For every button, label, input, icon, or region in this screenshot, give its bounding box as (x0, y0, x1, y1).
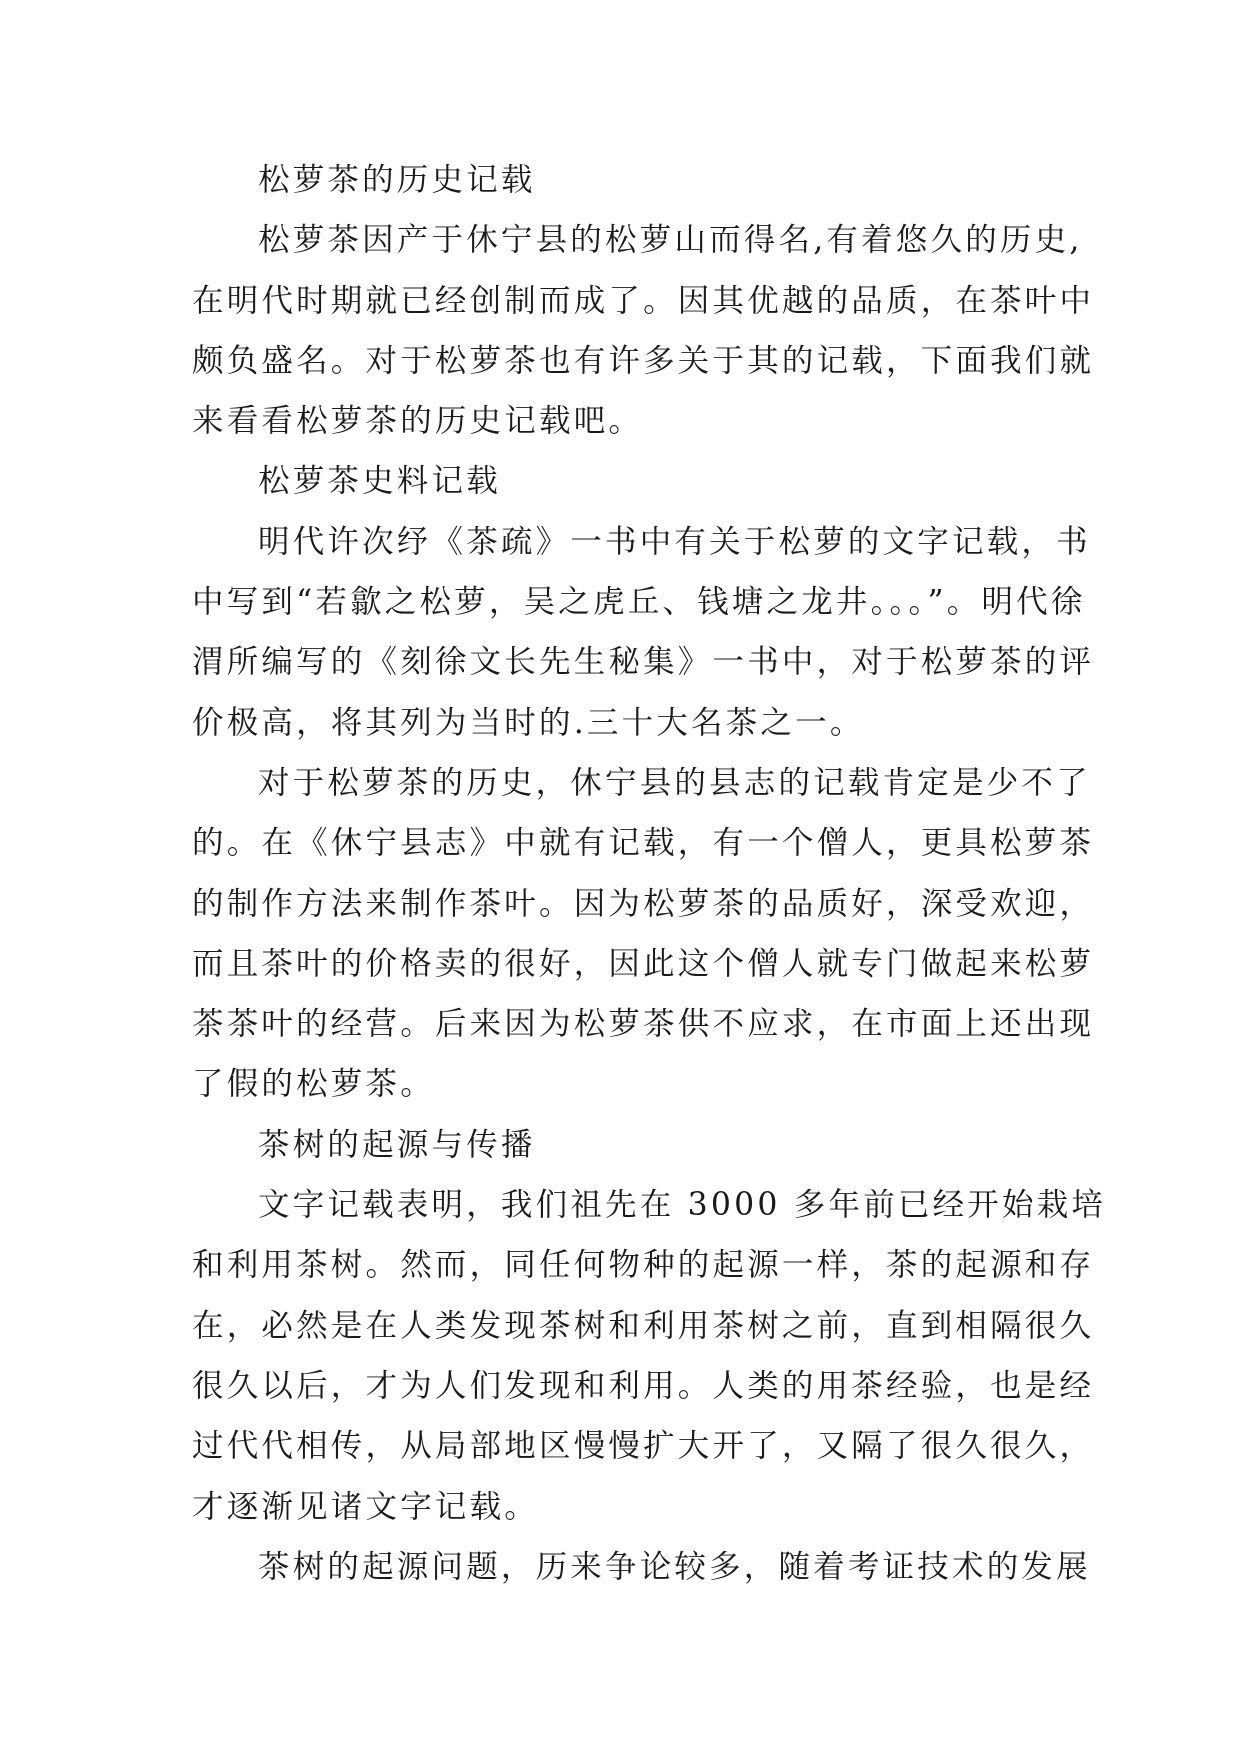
text-line: 明代许次纾《茶疏》一书中有关于松萝的文字记载，书 (258, 523, 1091, 560)
text-line: 颇负盛名。对于松萝茶也有许多关于其的记载，下面我们就 (192, 342, 1095, 379)
text-line: 而且茶叶的价格卖的很好，因此这个僧人就专门做起来松萝 (192, 945, 1095, 982)
text-line: 茶树的起源问题，历来争论较多，随着考证技术的发展 (258, 1548, 1091, 1585)
text-line: 价极高，将其列为当时的.三十大名茶之一。 (192, 704, 865, 741)
text-line: 中写到“若歙之松萝，吴之虎丘、钱塘之龙井。。。”。明代徐 (192, 584, 1086, 621)
text-line: 很久以后，才为人们发现和利用。人类的用茶经验，也是经 (192, 1367, 1095, 1404)
text-line: 才逐渐见诸文字记载。 (192, 1488, 540, 1525)
text-line: 了假的松萝茶。 (192, 1066, 435, 1103)
text-line: 和利用茶树。然而，同任何物种的起源一样，茶的起源和存 (192, 1247, 1095, 1284)
text-line: 松萝茶因产于休宁县的松萝山而得名,有着悠久的历史, (258, 222, 1083, 259)
text-line: 来看看松萝茶的历史记载吧。 (192, 403, 644, 440)
text-line: 在，必然是在人类发现茶树和利用茶树之前，直到相隔很久 (192, 1307, 1095, 1344)
text-line: 茶茶叶的经营。后来因为松萝茶供不应求，在市面上还出现 (192, 1006, 1095, 1043)
text-line: 的。在《休宁县志》中就有记载，有一个僧人，更具松萝茶 (192, 825, 1095, 862)
text-line: 文字记载表明，我们祖先在 3000 多年前已经开始栽培 (258, 1187, 1107, 1224)
text-line: 渭所编写的《刻徐文长先生秘集》一书中，对于松萝茶的评 (192, 644, 1095, 681)
text-line: 茶树的起源与传播 (258, 1126, 536, 1163)
article-body (192, 150, 1107, 1597)
text-line: 在明代时期就已经创制而成了。因其优越的品质，在茶叶中 (192, 282, 1095, 319)
text-line: 过代代相传，从局部地区慢慢扩大开了，又隔了很久很久， (192, 1428, 1095, 1465)
text-line: 松萝茶的历史记载 (258, 162, 536, 198)
text-line: 的制作方法来制作茶叶。因为松萝茶的品质好，深受欢迎， (192, 885, 1095, 922)
text-line: 对于松萝茶的历史，休宁县的县志的记载肯定是少不了 (258, 764, 1091, 801)
text-line: 松萝茶史料记载 (258, 463, 501, 500)
